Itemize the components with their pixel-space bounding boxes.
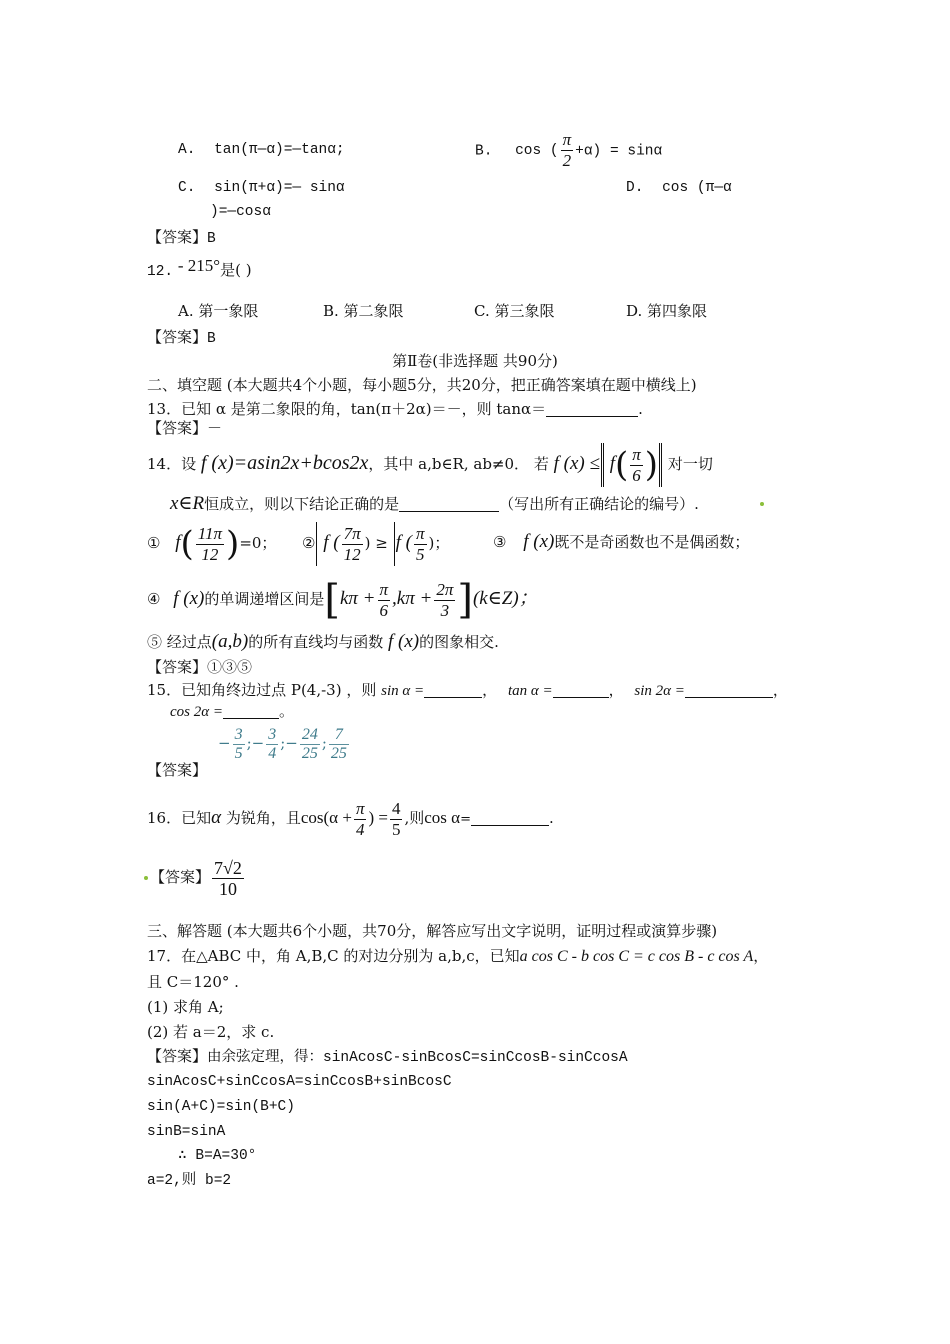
pi-over-2: $\frac{\pi}{2}$ [562,130,572,170]
answer-frac-1: $\frac{3}{5}$ [234,725,243,762]
q14-option-5 [147,632,499,652]
q16-answer [142,852,246,902]
option-text: 的所有直线均与函数 [248,633,384,651]
equals: ) = [368,808,388,827]
equals: = [460,812,471,827]
option-tail: 既不是奇函数也不是偶函数； [554,533,750,551]
q17-answer-line-5: ∴ B=A=30° [178,1148,257,1164]
tail-text: 对一切 [667,455,713,473]
sin-2alpha: sin 2α = [634,683,685,699]
option-tail: =0； [239,534,277,552]
line2-text: 恒成立，则以下结论正确的是 [204,495,400,513]
f-of-x: f (x) [523,531,555,552]
option-number: ③ [493,533,507,551]
q17-part-1: (1) 求角 A; [147,998,224,1016]
answer-frac-3: $\frac{24}{25}$ [301,725,318,762]
option-number: ⑤ [147,633,163,651]
option-text: tan(π—α)=—tanα; [214,142,345,158]
q14-option-1: ① f( $\frac{11\pi}{12}$ )=0； [147,523,277,564]
pi-over-6: $\frac{\pi}{6}$ [632,444,641,485]
period: 。 [279,702,295,720]
option-number: ① [147,534,161,552]
section-heading: 三、解答题 (本大题共6个小题，共70分，解答应写出文字说明，证明过程或演算步骤) [147,922,718,940]
option-number: ② [302,534,316,552]
answer-label: 【答案】 [150,868,211,886]
function-definition: f (x)=asin2x+bcos2x [200,452,369,474]
fraction-4-5: $\frac{4}{5}$ [391,798,401,839]
q12-option-d: D. 第四象限 [626,302,708,320]
answer-blank-tan [553,682,609,698]
q15-line2 [170,701,294,722]
option-label: D. [626,180,644,196]
question-text: 15．已知角终边过点 P(4,-3) ，则 [147,681,377,699]
question-text: ,则 [404,809,425,827]
q14-option-4: ④ f (x)的单调递增区间是[kπ + $\frac{\pi}{6}$ ,kπ + $\frac{2\pi}{3}$ ](k∈Z)； [147,577,538,623]
answer-blank [399,496,499,512]
answer-frac-4: $\frac{7}{25}$ [330,725,347,762]
answer-label: 【答案】 [147,1047,208,1065]
k-in-z: (k∈Z)； [472,588,538,609]
period: . [638,400,643,418]
cos-alpha: cos α [424,808,461,827]
f-symbol: f ( [323,532,340,553]
q14-stem: 14．设 f (x)=asin2x+bcos2x，其中 a,b∈R, ab≠0． 若 f (x) ≤ f( $\frac{\pi}{6}$ ) 对一切 [147,444,713,485]
answer-fraction: $\frac{7√2}{10}$ [214,857,242,899]
question-text: 是( ) [220,261,252,279]
option-label: B. [475,143,493,160]
x-in-r: x∈R [170,493,205,514]
q17-answer-line-1 [147,1046,628,1068]
q17-part-2: (2) 若 a＝2，求 c. [147,1023,275,1041]
answer-blank [471,810,549,826]
q11-option-d-cont: )=—cosα [210,204,271,220]
q17-answer-line-4: sinB=sinA [147,1124,226,1140]
option-text: 的单调递增区间是 [204,590,325,608]
q17-stem [147,946,768,967]
fraction-11pi-12: $\frac{11\pi}{12}$ [197,523,223,564]
condition-text: ，其中 a,b∈R, ab≠0． 若 [368,455,549,473]
answer-value: B [207,331,216,347]
q13-answer [147,418,222,438]
solution-step: 由余弦定理，得：sinAcosC-sinBcosC=sinCcosB-sinCcosA [207,1050,628,1066]
comma: ， [753,947,769,965]
f-symbol: f [609,453,615,474]
q11-option-b [475,130,662,171]
q17-answer-line-6: a=2,则 b=2 [147,1173,232,1189]
question-number: 14．设 [147,455,197,473]
option-text: cos (π—α [662,180,732,196]
option-text-post: +α) = sinα [575,143,663,160]
answer-label: 【答案】 [147,228,208,246]
fraction-pi-6: $\frac{\pi}{6}$ [379,579,389,620]
stray-dot [760,502,764,506]
answer-label: 【答案】 [147,328,208,346]
fraction-2pi-3: $\frac{2\pi}{3}$ [436,579,454,620]
option-tail: )； [428,534,450,552]
question-text: 16．已知 [147,809,212,827]
q17-answer-line-2: sinAcosC+sinCcosA=sinCcosB+sinBcosC [147,1074,452,1090]
alpha: α [211,807,222,828]
option-text-pre: cos ( [515,143,559,160]
f-symbol: f [175,532,181,553]
option-text: sin(π+α)=— sinα [214,180,345,196]
f-symbol: f ( [395,532,412,553]
q12-option-a: A. 第一象限 [178,302,259,320]
k-pi: ,kπ + [392,588,433,609]
question-text: 17．在△ABC 中，角 A,B,C 的对边分别为 a,b,c，已知 [147,947,520,965]
q11-answer [147,227,216,249]
option-number: ④ [147,590,161,608]
q11-option-a [178,140,345,160]
q12-option-c: C. 第三象限 [474,302,555,320]
q16-stem [147,795,554,843]
f-of-x: f (x) [173,588,205,609]
geq-sign: ) ≥ [364,534,388,552]
answer-blank [546,401,638,417]
q11-option-c [178,178,345,198]
q14-answer [147,657,252,677]
q14-option-3 [493,532,749,552]
k-pi: kπ + [339,588,376,609]
inequality-left: f (x) ≤ [553,453,600,474]
option-text: 的图象相交. [419,633,499,651]
fraction-pi-5: $\frac{\pi}{5}$ [415,523,425,564]
q12-stem [147,256,252,282]
cos-expr: cos(α + [300,808,352,827]
q14-line2 [170,494,699,514]
answer-value: B [207,231,216,247]
answer-blank-cos2 [223,703,279,719]
q17-condition: 且 C＝120° . [147,973,239,991]
sin-alpha: sin α = [381,683,425,699]
tan-alpha: tan α = [507,683,553,699]
option-label: C. [178,180,196,196]
q12-answer [147,327,216,349]
fraction-pi-4: $\frac{\pi}{4}$ [355,798,365,839]
q11-option-d [626,178,732,198]
q15-answer-label: 【答案】 [147,761,208,779]
section-heading: 二、填空题 (本大题共4个小题，每小题5分，共20分，把正确答案填在题中横线上) [147,376,697,394]
answer-frac-2: $\frac{3}{4}$ [268,725,277,762]
line2-note: （写出所有正确结论的编号）. [499,495,699,513]
q17-answer-line-3: sin(A+C)=sin(B+C) [147,1099,295,1115]
question-text: 为锐角，且 [221,809,301,827]
part-title: 第Ⅱ卷(非选择题 共90分) [392,352,558,370]
option-text: 经过点 [162,633,212,651]
cos-2alpha: cos 2α = [170,704,223,720]
q14-option-2 [302,518,449,568]
question-text: 13．已知 α 是第二象限的角，tan(π＋2α)＝－，则 tanα＝ [147,400,547,418]
q15-stem: 15．已知角终边过点 P(4,-3) ，则 sin α = ， tan α = ， sin 2α = ， [147,681,788,699]
q12-option-b: B. 第二象限 [323,302,404,320]
fraction-7pi-12: $\frac{7\pi}{12}$ [343,523,361,564]
angle-value: - 215° [177,256,221,275]
answer-label: 【答案】 [147,658,208,676]
point-ab: (a,b) [211,631,249,652]
q13-stem [147,399,643,419]
answer-label: 【答案】 [147,419,208,437]
given-equation: a cos C - b cos C = c cos B - c cos A [519,948,754,965]
option-label: A. [178,142,196,158]
answer-blank-sin [424,682,482,698]
stray-dot [144,876,148,880]
question-number: 12. [147,264,174,280]
answer-value: － [207,419,223,437]
period: . [548,809,554,827]
answer-blank-sin2 [685,682,773,698]
f-of-x: f (x) [388,631,420,652]
answer-value: ①③⑤ [207,658,253,676]
q15-answer-image: − $\frac{3}{5}$ ;− $\frac{3}{4}$ ;− $\frac{24}{25}$ ; $\frac{7}{25}$ [218,725,347,762]
